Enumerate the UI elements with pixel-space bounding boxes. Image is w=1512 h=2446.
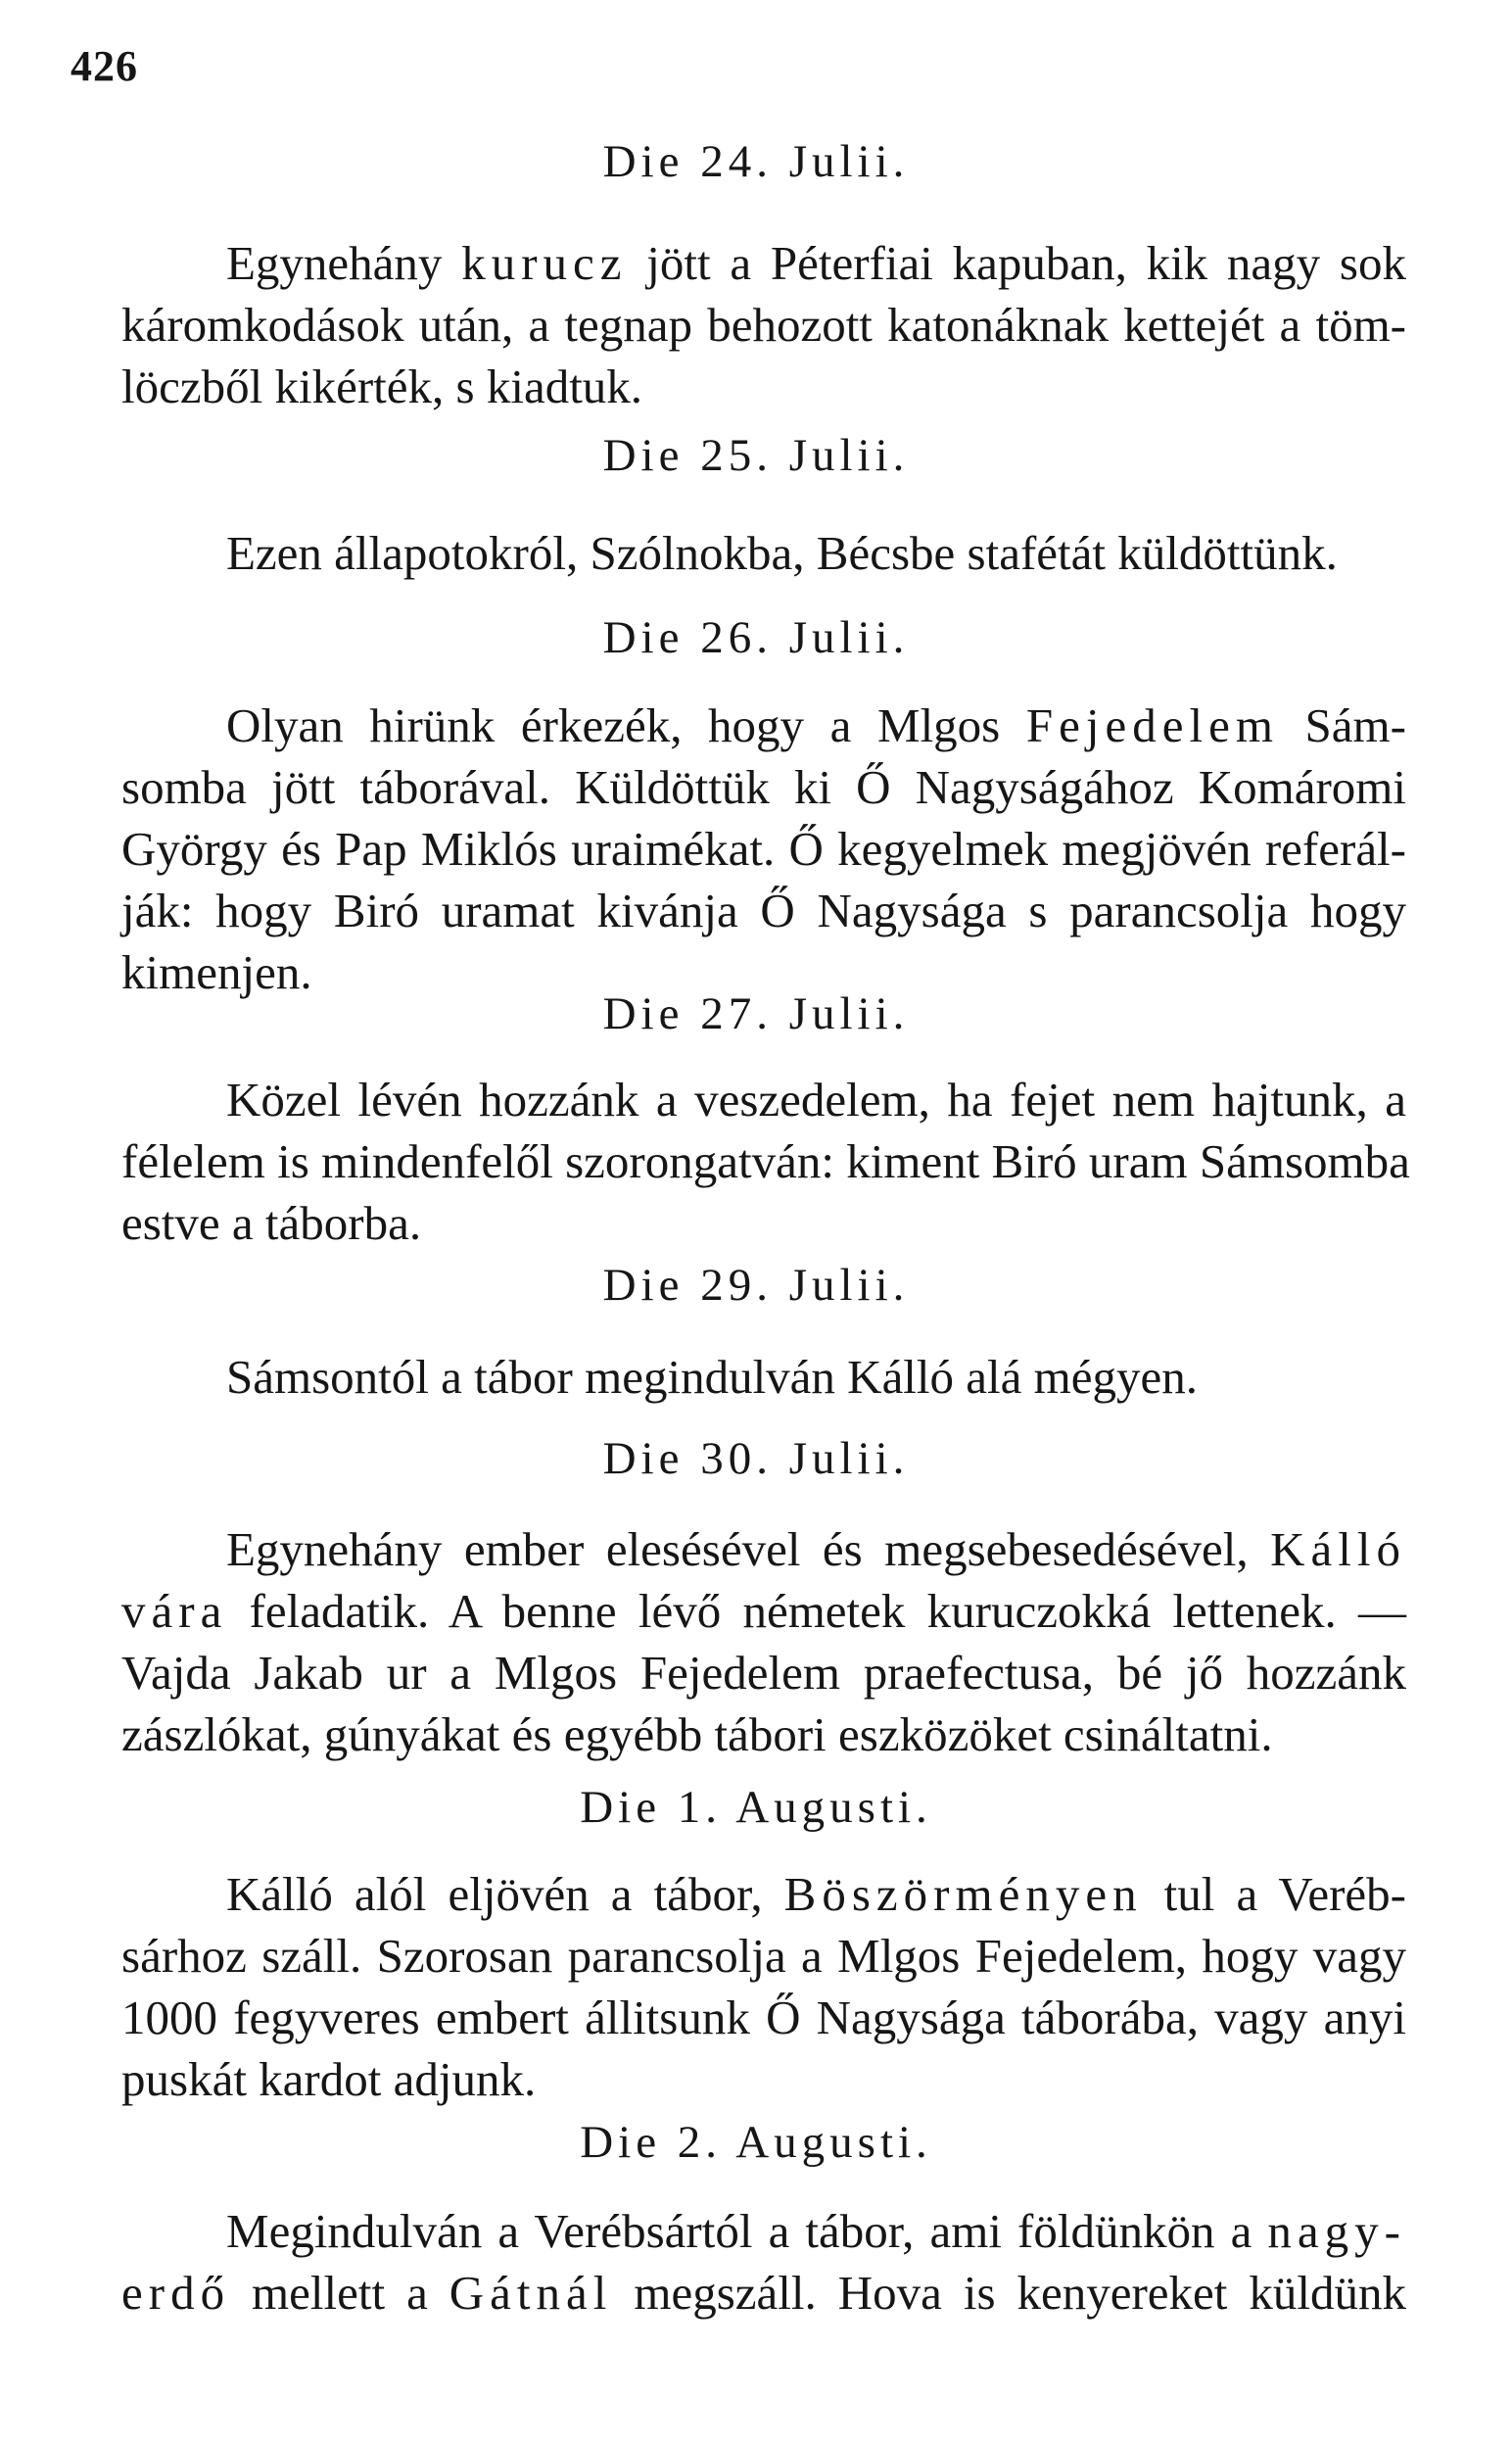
text-line: puskát kardot adjunk. xyxy=(121,2052,537,2106)
spaced-emphasis: nagy- xyxy=(1267,2204,1406,2258)
text-line: György és Pap Miklós uraimékat. Ő kegyelmek megjövén referál- xyxy=(121,822,1406,876)
date-heading: Die 2. Augusti. xyxy=(580,2117,932,2168)
text-line: Ezen állapotokról, Szólnokba, Bécsbe stafétát küldöttünk. xyxy=(226,526,1338,580)
text-line: Egynehány ember elesésével és megsebesedésével, Kálló xyxy=(226,1522,1406,1576)
text-line: Sámsontól a tábor megindulván Kálló alá mégyen. xyxy=(226,1350,1199,1404)
text-line: vára feladatik. A benne lévő németek kuruczokká lettenek. — xyxy=(121,1584,1406,1638)
text-line: 1000 fegyveres embert állitsunk Ő Nagysága táborába, vagy anyi xyxy=(121,1990,1406,2044)
text-line: Egynehány kurucz jött a Péterfiai kapuban, kik nagy sok xyxy=(226,236,1406,290)
spaced-emphasis: kurucz xyxy=(461,236,628,290)
paragraph xyxy=(121,1863,1406,2110)
date-heading: Die 26. Julii. xyxy=(602,612,910,663)
paragraph xyxy=(121,1346,1406,1408)
paragraph xyxy=(121,1069,1410,1254)
text-line: löczből kikérték, s kiadtuk. xyxy=(121,360,643,413)
text-line: Olyan hirünk érkezék, hogy a Mlgos Fejedelem Sám- xyxy=(226,698,1406,752)
text-line: Vajda Jakab ur a Mlgos Fejedelem praefectusa, bé jő hozzánk xyxy=(121,1646,1406,1700)
date-heading: Die 27. Julii. xyxy=(602,988,910,1039)
text-line: ják: hogy Biró uramat kivánja Ő Nagysága s parancsolja hogy xyxy=(121,884,1406,937)
paragraph xyxy=(121,232,1406,417)
text-line: Közel lévén hozzánk a veszedelem, ha fejet nem hajtunk, a xyxy=(226,1073,1406,1127)
paragraph xyxy=(121,695,1406,1003)
text-line: Megindulván a Verébsártól a tábor, ami földünkön a nagy- xyxy=(226,2204,1406,2258)
date-heading: Die 30. Julii. xyxy=(602,1433,910,1484)
date-heading: Die 29. Julii. xyxy=(602,1260,910,1311)
spaced-emphasis: Fejedelem xyxy=(1025,698,1279,752)
paragraph xyxy=(121,1518,1406,1765)
paragraph xyxy=(121,2200,1406,2324)
spaced-emphasis: Kálló xyxy=(1270,1522,1406,1576)
page-number: 426 xyxy=(71,42,138,90)
spaced-emphasis: erdő xyxy=(121,2266,231,2320)
date-heading: Die 25. Julii. xyxy=(602,430,910,481)
text-line: erdő mellett a Gátnál megszáll. Hova is kenyereket küldünk xyxy=(121,2266,1406,2320)
paragraph xyxy=(121,522,1406,584)
spaced-emphasis: Gátnál xyxy=(449,2266,613,2320)
text-line: zászlókat, gúnyákat és egyébb tábori eszközöket csináltatni. xyxy=(121,1707,1273,1761)
text-line: félelem is mindenfelől szorongatván: kiment Biró uram Sámsomba xyxy=(121,1134,1410,1188)
spaced-emphasis: Böszörményen xyxy=(783,1867,1143,1921)
text-line: sárhoz száll. Szorosan parancsolja a Mlgos Fejedelem, hogy vagy xyxy=(121,1929,1406,1983)
text-line: káromkodások után, a tegnap behozott katonáknak kettejét a töm- xyxy=(121,298,1406,352)
text-line: estve a táborba. xyxy=(121,1196,422,1250)
date-heading: Die 1. Augusti. xyxy=(580,1782,932,1833)
spaced-emphasis: vára xyxy=(121,1584,228,1638)
text-line: kimenjen. xyxy=(121,945,312,999)
text-line: somba jött táborával. Küldöttük ki Ő Nagyságához Komáromi xyxy=(121,760,1406,814)
text-line: Kálló alól eljövén a tábor, Böszörményen tul a Veréb- xyxy=(226,1867,1406,1921)
date-heading: Die 24. Julii. xyxy=(602,136,910,187)
